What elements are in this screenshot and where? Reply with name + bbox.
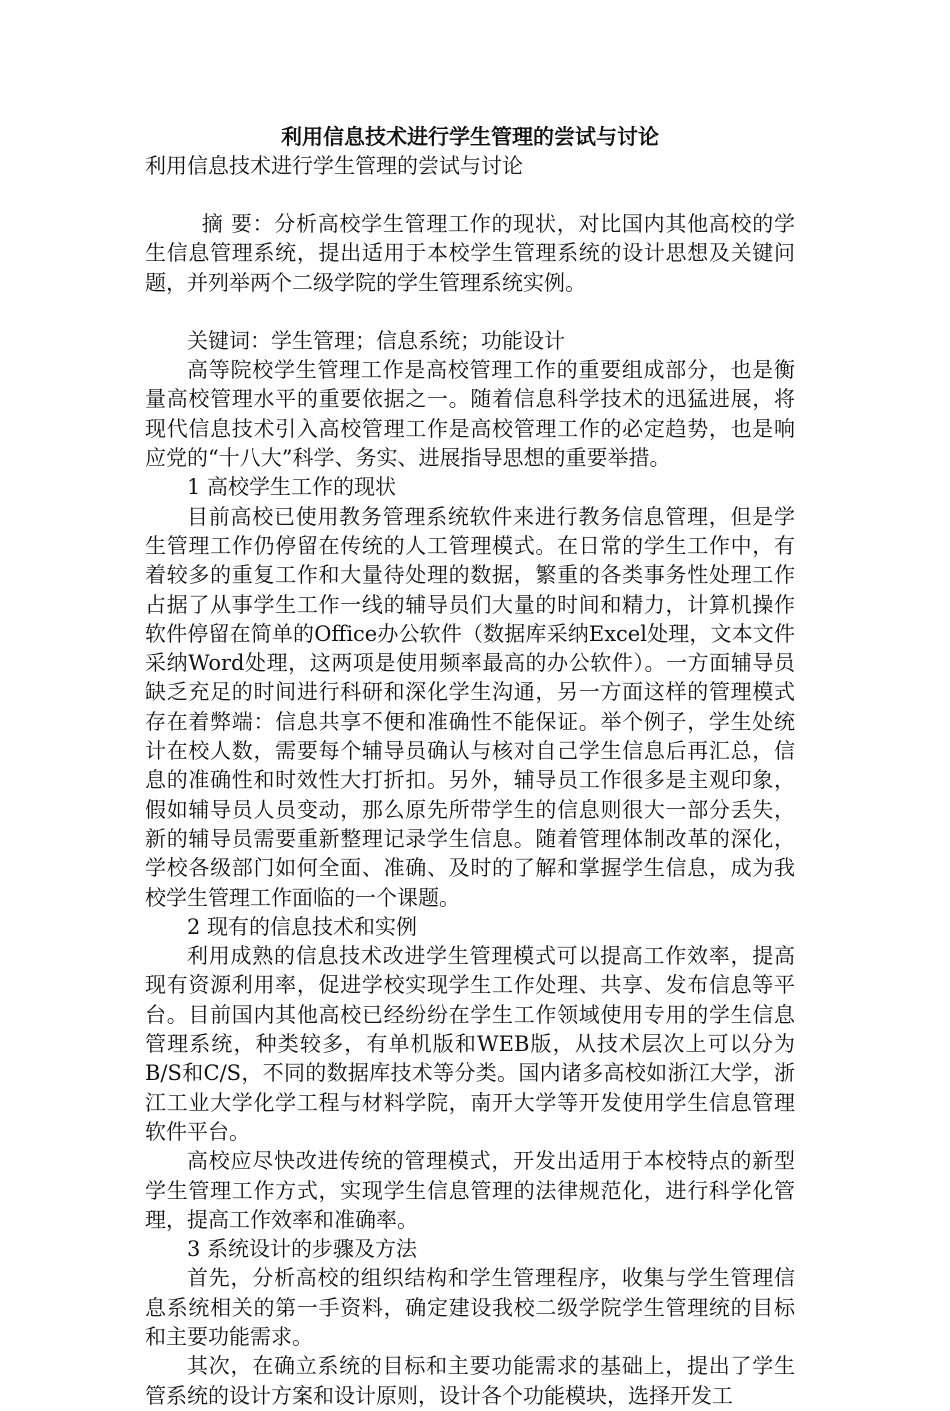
section-3-paragraph-1: 首先，分析高校的组织结构和学生管理程序，收集与学生管理信息系统相关的第一手资料，确定建设我校二级学院学生管理统的目标和主要功能需求。 xyxy=(145,1266,795,1349)
abstract-paragraph: 摘 要：分析高校学生管理工作的现状，对比国内其他高校的学生信息管理系统，提出适用于本校学生管理系统的设计思想及关键问题，并列举两个二级学院的学生管理系统实例。 xyxy=(145,212,795,295)
section-2-heading: 2 现有的信息技术和实例 xyxy=(187,914,418,939)
document-subtitle: 利用信息技术进行学生管理的尝试与讨论 xyxy=(145,154,523,178)
document-title: 利用信息技术进行学生管理的尝试与讨论 xyxy=(281,124,659,149)
section-2-paragraph-1: 利用成熟的信息技术改进学生管理模式可以提高工作效率，提高现有资源利用率，促进学校实现学生工作处理、共享、发布信息等平台。目前国内其他高校已经纷纷在学生工作领域使用专用的学生信息管理系统，种类较多，有单机版和WEB版，从技术层次上可以分为B/S和C/S，不同的数据库技术等分类。国内诸多高校如浙江大学，浙江工业大学化学工程与材料学院，南开大学等开发使用学生信息管理软件平台。 xyxy=(145,944,795,1144)
document-content xyxy=(145,122,795,1411)
section-1-paragraph: 目前高校已使用教务管理系统软件来进行教务信息管理，但是学生管理工作仍停留在传统的人工管理模式。在日常的学生工作中，有着较多的重复工作和大量待处理的数据，繁重的各类事务性处理工作占据了从事学生工作一线的辅导员们大量的时间和精力，计算机操作软件停留在简单的Office办公软件（数据库采纳Excel处理，文本文件采纳Word处理，这两项是使用频率最高的办公软件）。一方面辅导员缺乏充足的时间进行科研和深化学生沟通，另一方面这样的管理模式存在着弊端：信息共享不便和准确性不能保证。举个例子，学生处统计在校人数，需要每个辅导员确认与核对自己学生信息后再汇总，信息的准确性和时效性大打折扣。另外，辅导员工作很多是主观印象，假如辅导员人员变动，那么原先所带学生的信息则很大一部分丢失，新的辅导员需要重新整理记录学生信息。随着管理体制改革的深化，学校各级部门如何全面、准确、及时的了解和掌握学生信息，成为我校学生管理工作面临的一个课题。 xyxy=(145,504,795,910)
section-2-paragraph-2: 高校应尽快改进传统的管理模式，开发出适用于本校特点的新型学生管理工作方式，实现学生信息管理的法律规范化，进行科学化管理，提高工作效率和准确率。 xyxy=(145,1149,795,1232)
keywords-line: 关键词：学生管理；信息系统；功能设计 xyxy=(187,328,565,353)
intro-paragraph: 高等院校学生管理工作是高校管理工作的重要组成部分，也是衡量高校管理水平的重要依据之一。随着信息科学技术的迅猛进展，将现代信息技术引入高校管理工作是高校管理工作的必定趋势，也是响应党的“十八大”科学、务实、进展指导思想的重要举措。 xyxy=(145,358,795,471)
section-3-heading: 3 系统设计的步骤及方法 xyxy=(187,1237,418,1262)
section-3-paragraph-2: 其次，在确立系统的目标和主要功能需求的基础上，提出了学生管系统的设计方案和设计原则，设计各个功能模块，选择开发工 xyxy=(145,1354,795,1408)
section-1-heading: 1 高校学生工作的现状 xyxy=(187,475,397,500)
